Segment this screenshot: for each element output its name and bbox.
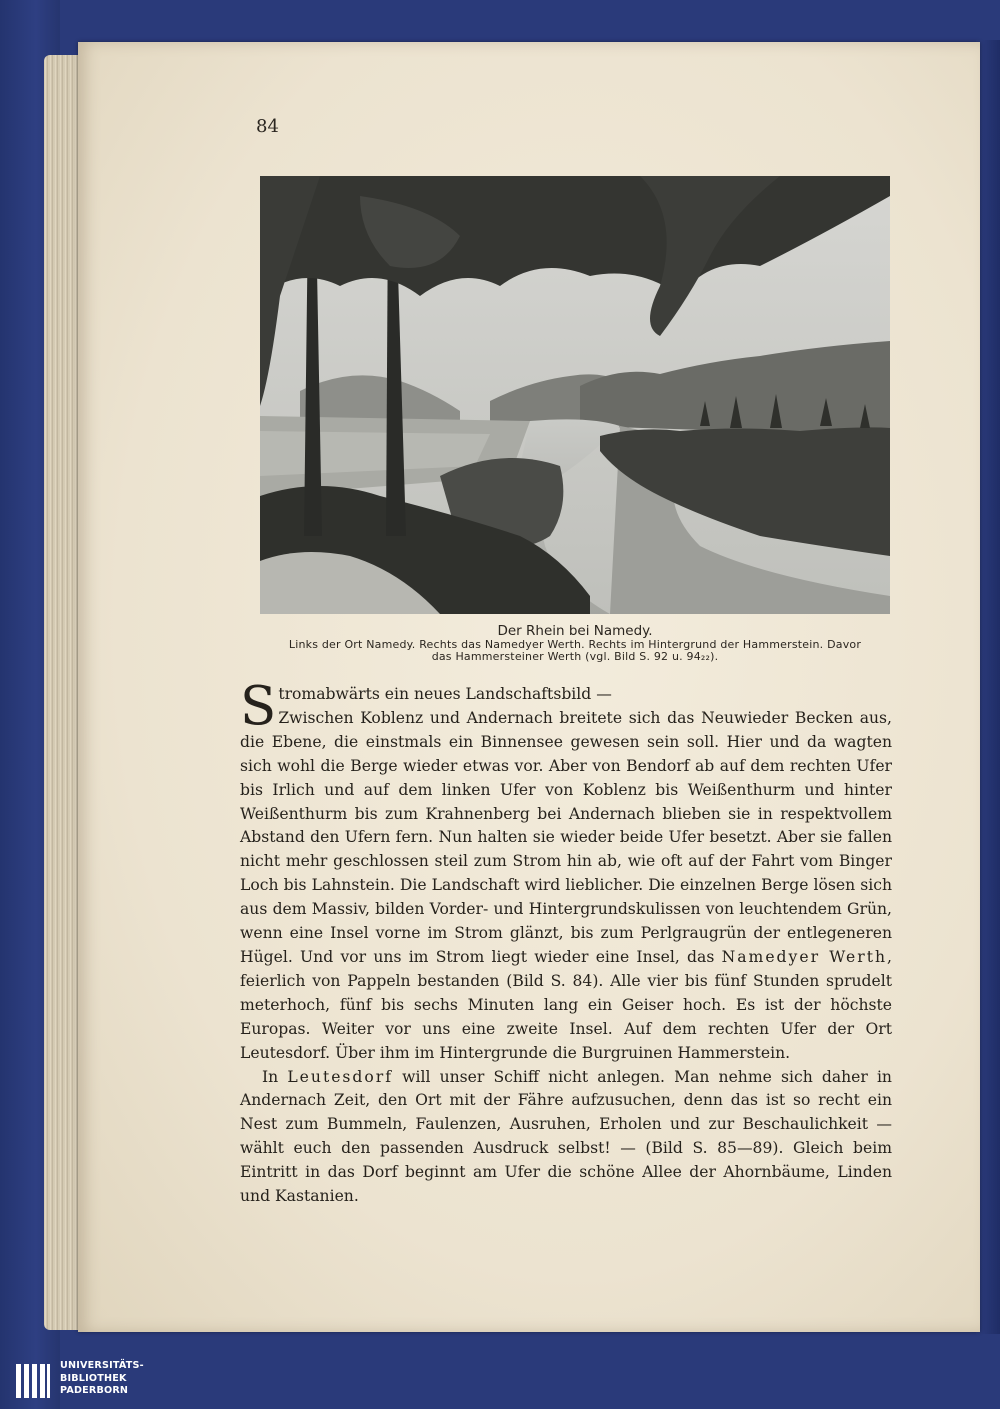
paragraph-1-first-line: tromabwärts ein neues Landschaftsbild — <box>278 685 612 703</box>
spaced-term-leutesdorf: Leutesdorf <box>287 1067 394 1086</box>
library-logo-icon <box>14 1362 52 1400</box>
paragraph-2-lead: In <box>262 1067 279 1086</box>
figure-caption-line-1: Links der Ort Namedy. Rechts das Namedyer Werth. Rechts im Hintergrund der Hammerstein. Davor <box>288 638 862 651</box>
paragraph-2 <box>240 1066 892 1209</box>
spaced-term-namedyer-werth: Namedyer Werth <box>721 947 888 966</box>
library-logo-text <box>60 1360 144 1398</box>
body-text <box>240 676 892 1209</box>
drop-cap: S <box>240 676 277 737</box>
figure-title: Der Rhein bei Namedy. <box>497 623 653 639</box>
library-logo <box>8 1358 148 1404</box>
paragraph-1 <box>240 676 892 1066</box>
page-number: 84 <box>256 116 279 137</box>
paragraph-1-text-b: , feierlich von Pappeln bestanden (Bild S. 84). Alle vier bis fünf Stunden sprudelt meterhoch, fünf bis sechs Minuten lang ein Geiser hoch. Es ist der höchste Europas. Weiter vor uns eine zweite Insel. Auf dem rechten Ufer der Ort Leutesdorf. Über ihm im Hintergrunde die Burgruinen Hammerstein. <box>240 947 892 1062</box>
library-logo-line-3: PADERBORN <box>60 1385 129 1396</box>
figure-caption <box>250 639 900 663</box>
paragraph-2-text: will unser Schiff nicht anlegen. Man nehme sich daher in Andernach Zeit, den Ort mit der Fähre aufzusuchen, denn das ist so recht ein Nest zum Bummeln, Faulenzen, Ausruhen, Erholen und zur Beschaulichkeit — wählt euch den passenden Ausdruck selbst! — (Bild S. 85—89). Gleich beim Eintritt in das Dorf beginnt am Ufer die schöne Allee der Ahornbäume, Linden und Kastanien. <box>240 1067 892 1206</box>
library-logo-line-2: BIBLIOTHEK <box>60 1372 127 1384</box>
paragraph-1-text-a: Zwischen Koblenz und Andernach breitete sich das Neuwieder Becken aus, die Ebene, die einstmals ein Binnensee gewesen sein soll. Hier und da wagten sich wohl die Berge wieder etwas vor. Aber von Bendorf ab auf dem rechten Ufer bis Irlich und auf dem linken Ufer von Koblenz bis Weißenthurm und hinter Weißenthurm bis zum Krahnenberg bei Andernach blieben sie in respektvollem Abstand den Ufern fern. Nun halten sie wieder beide Ufer besetzt. Aber sie fallen nicht mehr geschlossen steil zum Strom hin ab, wie oft auf der Fahrt vom Binger Loch bis Lahnstein. Die Landschaft wird lieblicher. Die einzelnen Berge lösen sich aus dem Massiv, bilden Vorder- und Hintergrundskulissen von leuchtendem Grün, wenn eine Insel vorne im Strom glänzt, bis zum Perlgraugrün der entlegeneren Hügel. Und vor uns im Strom liegt wieder eine Insel, das <box>240 708 892 966</box>
rhine-photograph <box>260 176 890 614</box>
figure-caption-line-2: das Hammersteiner Werth (vgl. Bild S. 92 u. 94₂₂). <box>431 650 719 663</box>
library-logo-line-1: UNIVERSITÄTS- <box>60 1360 144 1371</box>
